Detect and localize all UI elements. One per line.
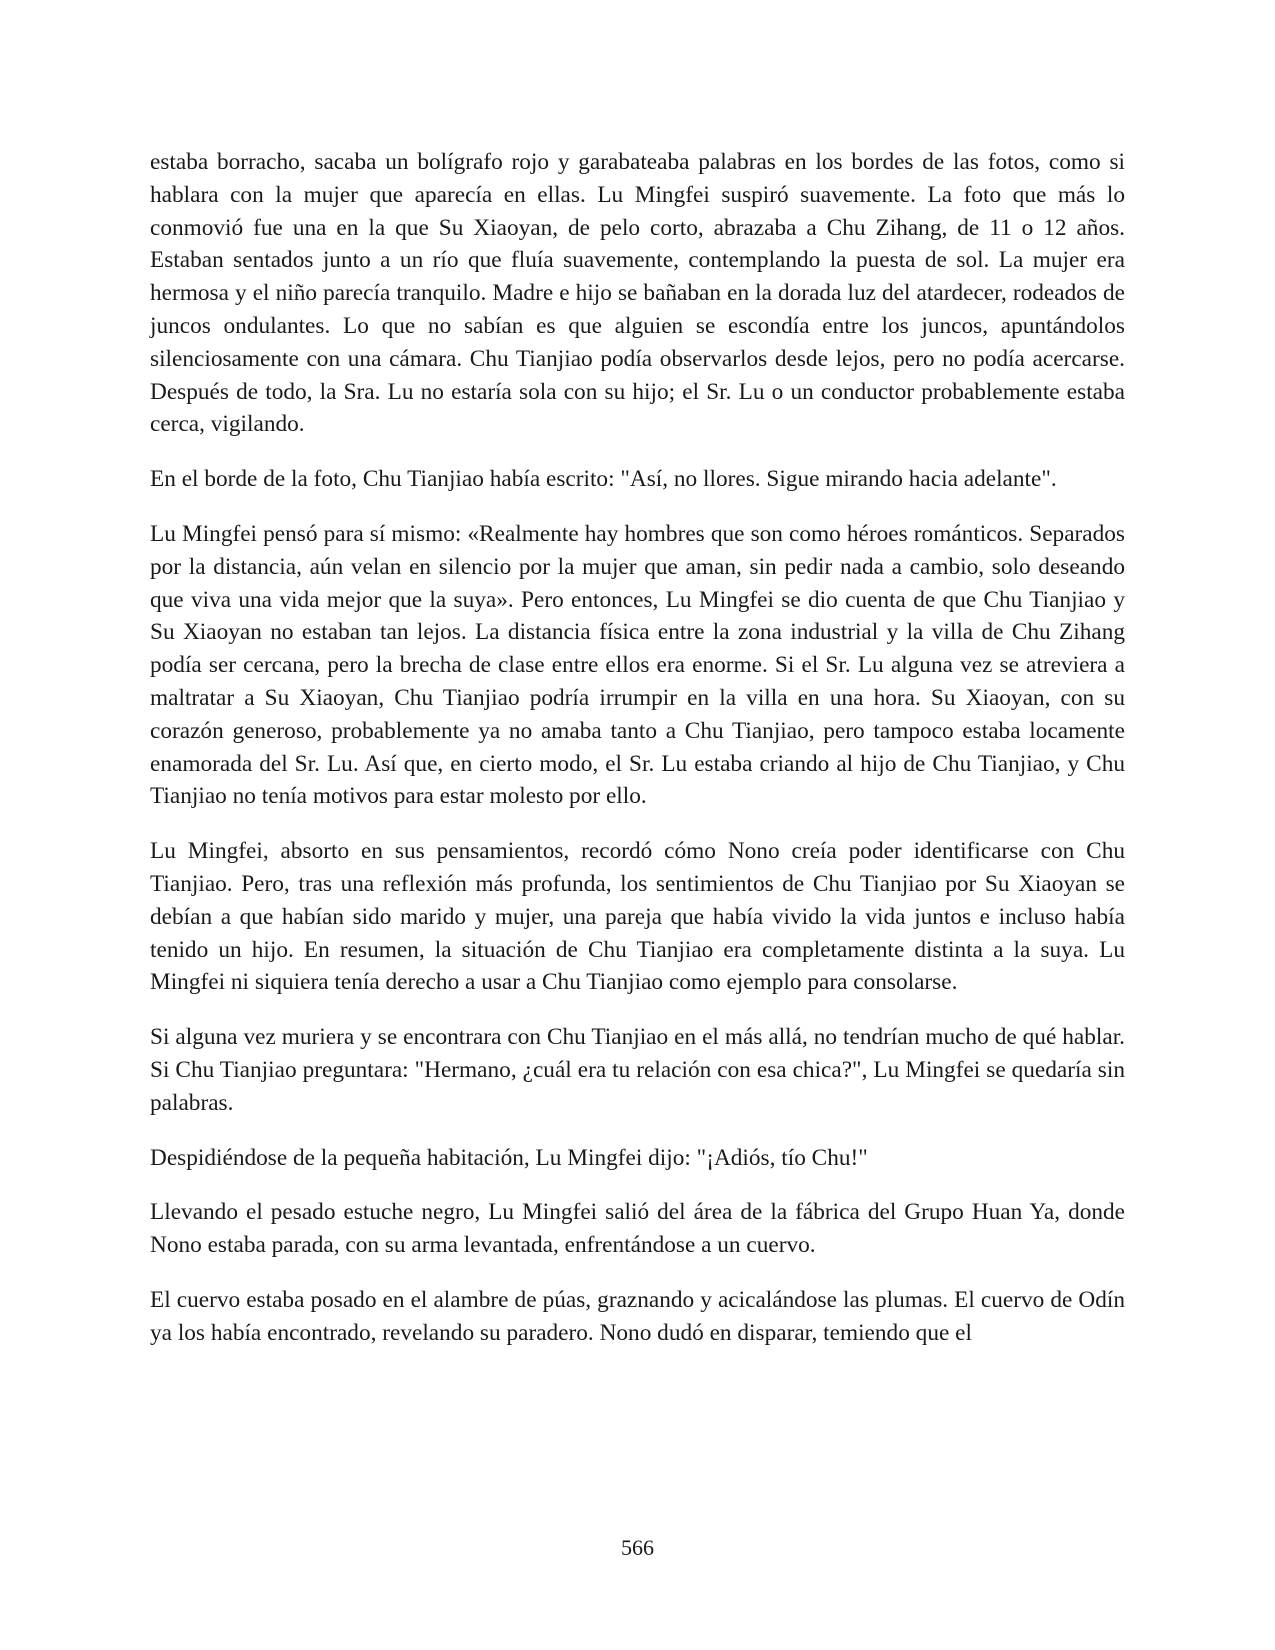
page-number: 566 [621,1535,654,1560]
paragraph: Lu Mingfei pensó para sí mismo: «Realmente hay hombres que son como héroes románticos. Separados por la distancia, aún velan en silencio por la mujer que aman, sin pedir nada a cambio, solo deseando que viva una vida mejor que la suya». Pero entonces, Lu Mingfei se dio cuenta de que Chu Tianjiao y Su Xiaoyan no estaban tan lejos. La distancia física entre la zona industrial y la villa de Chu Zihang podía ser cercana, pero la brecha de clase entre ellos era enorme. Si el Sr. Lu alguna vez se atreviera a maltratar a Su Xiaoyan, Chu Tianjiao podría irrumpir en la villa en una hora. Su Xiaoyan, con su corazón generoso, probablemente ya no amaba tanto a Chu Tianjiao, pero tampoco estaba locamente enamorada del Sr. Lu. Así que, en cierto modo, el Sr. Lu estaba criando al hijo de Chu Tianjiao, y Chu Tianjiao no tenía motivos para estar molesto por ello. [150,520,1125,810]
paragraph: Llevando el pesado estuche negro, Lu Mingfei salió del área de la fábrica del Grupo Huan Ya, donde Nono estaba parada, con su arma levantada, enfrentándose a un cuervo. [150,1199,1125,1259]
paragraph: Despidiéndose de la pequeña habitación, Lu Mingfei dijo: "¡Adiós, tío Chu!" [150,1144,868,1171]
paragraph: Si alguna vez muriera y se encontrara con Chu Tianjiao en el más allá, no tendrían mucho de qué hablar. Si Chu Tianjiao preguntara: "Hermano, ¿cuál era tu relación con esa chica?", Lu Mingfei se quedaría sin palabras. [150,1024,1125,1116]
paragraph: El cuervo estaba posado en el alambre de púas, graznando y acicalándose las plumas. El cuervo de Odín ya los había encontrado, revelando su paradero. Nono dudó en disparar, temiendo que el [150,1286,1125,1346]
paragraph: En el borde de la foto, Chu Tianjiao había escrito: "Así, no llores. Sigue mirando hacia adelante". [150,466,1057,493]
paragraph: Lu Mingfei, absorto en sus pensamientos, recordó cómo Nono creía poder identificarse con Chu Tianjiao. Pero, tras una reflexión más profunda, los sentimientos de Chu Tianjiao por Su Xiaoyan se debían a que habían sido marido y mujer, una pareja que había vivido la vida juntos e incluso había tenido un hijo. En resumen, la situación de Chu Tianjiao era completamente distinta a la suya. Lu Mingfei ni siquiera tenía derecho a usar a Chu Tianjiao como ejemplo para consolarse. [150,838,1125,996]
body-text [150,146,1125,1372]
paragraph: estaba borracho, sacaba un bolígrafo rojo y garabateaba palabras en los bordes de las fotos, como si hablara con la mujer que aparecía en ellas. Lu Mingfei suspiró suavemente. La foto que más lo conmovió fue una en la que Su Xiaoyan, de pelo corto, abrazaba a Chu Zihang, de 11 o 12 años. Estaban sentados junto a un río que fluía suavemente, contemplando la puesta de sol. La mujer era hermosa y el niño parecía tranquilo. Madre e hijo se bañaban en la dorada luz del atardecer, rodeados de juncos ondulantes. Lo que no sabían es que alguien se escondía entre los juncos, apuntándolos silenciosamente con una cámara. Chu Tianjiao podía observarlos desde lejos, pero no podía acercarse. Después de todo, la Sra. Lu no estaría sola con su hijo; el Sr. Lu o un conductor probablemente estaba cerca, vigilando. [150,149,1125,438]
